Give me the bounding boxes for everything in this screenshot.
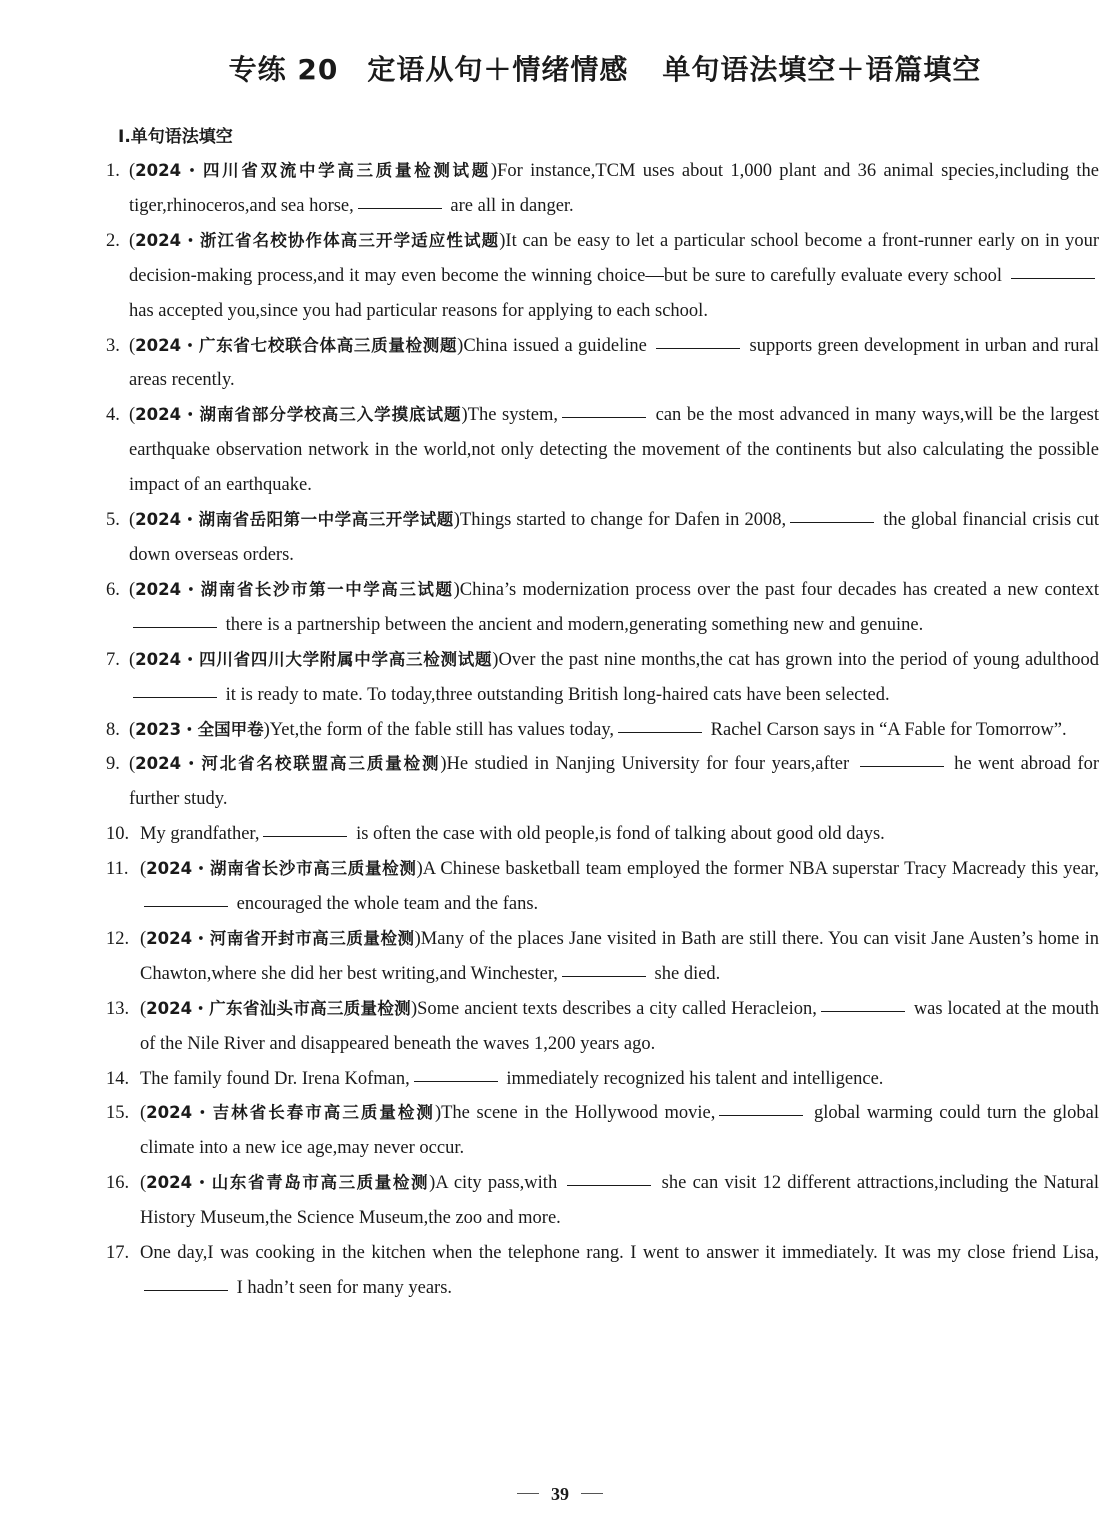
question-text-after: are all in danger. <box>445 195 574 216</box>
question-source: 2024・山东省青岛市高三质量检测 <box>146 1173 430 1193</box>
section-heading: Ⅰ.单句语法填空 <box>118 127 233 147</box>
question-text <box>129 747 1099 817</box>
question-text-after: can be the most advanced in many ways,will be the largest earthquake observation network in the world,not only detecting the movement of the continents but also calculating the possible impact of an earthquake. <box>129 405 1100 496</box>
question-item <box>106 503 1099 573</box>
page-number: 39 <box>551 1484 569 1504</box>
source-open-paren: ( <box>129 754 136 775</box>
question-text-after: global warming could turn the global climate into a new ice age,may never occur. <box>140 1103 1099 1159</box>
question-text <box>129 573 1099 643</box>
page-title-part2: 单句语法填空＋语篇填空 <box>662 53 982 86</box>
question-text-after: supports green development in urban and rural areas recently. <box>129 335 1099 391</box>
question-list <box>106 154 1099 1306</box>
question-text-after: it is ready to mate. To today,three outstanding British long-haired cats have been selected. <box>221 684 890 705</box>
question-source: 2024・广东省汕头市高三质量检测 <box>146 998 411 1018</box>
question-item <box>106 329 1099 399</box>
question-number: 3. <box>106 335 120 356</box>
question-text-before: )Over the past nine months,the cat has grown into the period of young adulthood <box>492 649 1099 670</box>
answer-blank[interactable] <box>133 696 217 698</box>
question-source: 2024・浙江省名校协作体高三开学适应性试题 <box>135 230 500 250</box>
question-number: 9. <box>106 754 120 775</box>
page-footer <box>0 1484 1120 1505</box>
question-text-after: Rachel Carson says in “A Fable for Tomorrow”. <box>706 719 1067 740</box>
question-text <box>140 1062 1099 1097</box>
question-text <box>140 1166 1099 1236</box>
question-text-before: One day,I was cooking in the kitchen when the telephone rang. I went to answer it immediately. It was my close friend Lisa, <box>140 1243 1099 1264</box>
question-text-before: )A Chinese basketball team employed the former NBA superstar Tracy Macready this year, <box>416 859 1099 880</box>
source-open-paren: ( <box>140 1103 147 1124</box>
source-open-paren: ( <box>129 230 136 251</box>
question-number: 14. <box>106 1068 130 1089</box>
question-text-before: )China issued a guideline <box>457 335 653 356</box>
answer-blank[interactable] <box>358 207 442 209</box>
question-text-before: )Many of the places Jane visited in Bath are still there. You can visit Jane Austen’s home in Chawton,where she did her best writing,and Winchester, <box>140 928 1099 984</box>
question-text-before: )Things started to change for Dafen in 2008, <box>453 510 787 531</box>
question-text-before: )A city pass,with <box>429 1173 564 1194</box>
answer-blank[interactable] <box>133 626 217 628</box>
question-text-after: encouraged the whole team and the fans. <box>232 894 539 915</box>
source-open-paren: ( <box>129 161 136 181</box>
answer-blank[interactable] <box>144 1289 228 1291</box>
question-item <box>106 224 1099 329</box>
answer-blank[interactable] <box>414 1080 498 1082</box>
source-open-paren: ( <box>140 998 147 1019</box>
question-text-after: she died. <box>649 963 721 984</box>
question-source: 2024・湖南省岳阳第一中学高三开学试题 <box>135 510 454 530</box>
question-text <box>129 329 1099 399</box>
question-number: 13. <box>106 998 130 1019</box>
answer-blank[interactable] <box>1011 277 1095 279</box>
answer-blank[interactable] <box>860 765 944 767</box>
answer-blank[interactable] <box>263 835 347 837</box>
question-item <box>106 154 1099 224</box>
question-text-after: immediately recognized his talent and intelligence. <box>501 1068 884 1089</box>
question-number: 12. <box>106 928 130 949</box>
question-text <box>140 817 1099 852</box>
question-text-after: the global financial crisis cut down overseas orders. <box>129 510 1099 565</box>
question-item <box>106 713 1099 748</box>
question-text-before: My grandfather, <box>140 824 260 845</box>
question-text <box>140 992 1099 1062</box>
source-open-paren: ( <box>129 719 136 740</box>
question-source: 2024・湖南省长沙市高三质量检测 <box>146 859 417 879</box>
question-number: 2. <box>106 230 120 251</box>
question-number: 17. <box>106 1243 130 1264</box>
question-text-after: he went abroad for further study. <box>129 754 1100 810</box>
page-title-part1: 专练 20 定语从句＋情绪情感 <box>228 53 629 86</box>
source-open-paren: ( <box>140 928 147 949</box>
question-text-before: )China’s modernization process over the past four decades has created a new context <box>453 579 1099 600</box>
page-title <box>0 48 1120 88</box>
question-item <box>106 1096 1099 1166</box>
footer-dash-left <box>517 1493 539 1494</box>
question-text <box>140 852 1099 922</box>
question-number: 4. <box>106 405 120 426</box>
question-item <box>106 747 1099 817</box>
question-item <box>106 1236 1099 1306</box>
question-item <box>106 992 1099 1062</box>
question-item <box>106 852 1099 922</box>
question-text-before: )The system, <box>461 405 559 426</box>
question-text <box>129 713 1099 748</box>
question-text <box>129 643 1099 713</box>
question-text <box>129 224 1099 329</box>
source-open-paren: ( <box>129 335 136 356</box>
question-number: 11. <box>106 859 129 880</box>
question-text <box>129 398 1099 503</box>
question-text-before: )It can be easy to let a particular school become a front-runner early on in your decision-making process,and it may even become the winning choice—but be sure to carefully evaluate every school <box>129 230 1099 286</box>
question-source: 2024・四川省四川大学附属中学高三检测试题 <box>135 649 493 669</box>
question-source: 2024・湖南省长沙市第一中学高三试题 <box>135 579 454 599</box>
question-item <box>106 573 1099 643</box>
question-text-before: The family found Dr. Irena Kofman, <box>140 1068 410 1089</box>
footer-dash-right <box>581 1493 603 1494</box>
answer-blank[interactable] <box>790 521 874 523</box>
question-number: 16. <box>106 1173 130 1194</box>
question-text-before: )Some ancient texts describes a city called Heracleion, <box>410 998 817 1019</box>
question-source: 2024・四川省双流中学高三质量检测试题 <box>135 161 491 180</box>
question-source: 2024・河南省开封市高三质量检测 <box>146 928 415 948</box>
question-item <box>106 398 1099 503</box>
source-open-paren: ( <box>140 1173 147 1194</box>
question-text-after: has accepted you,since you had particular reasons for applying to each school. <box>129 300 708 321</box>
question-text <box>140 1096 1099 1166</box>
answer-blank[interactable] <box>144 905 228 907</box>
question-item <box>106 817 1099 852</box>
question-source: 2024・湖南省部分学校高三入学摸底试题 <box>135 405 462 425</box>
question-text <box>140 1236 1099 1306</box>
source-open-paren: ( <box>140 859 147 880</box>
question-source: 2024・吉林省长春市高三质量检测 <box>146 1103 435 1123</box>
source-open-paren: ( <box>129 510 136 531</box>
answer-blank[interactable] <box>656 347 740 349</box>
question-text <box>129 503 1099 573</box>
question-number: 6. <box>106 579 120 600</box>
question-item <box>106 1166 1099 1236</box>
question-number: 5. <box>106 510 120 531</box>
question-source: 2023・全国甲卷 <box>135 719 264 739</box>
question-number: 7. <box>106 649 120 670</box>
question-text-after: I hadn’t seen for many years. <box>232 1278 453 1298</box>
answer-blank[interactable] <box>618 731 702 733</box>
answer-blank[interactable] <box>567 1184 651 1186</box>
question-number: 1. <box>106 161 120 181</box>
answer-blank[interactable] <box>719 1114 803 1116</box>
question-number: 8. <box>106 719 120 740</box>
question-text-after: there is a partnership between the ancient and modern,generating something new and genuine. <box>221 614 924 635</box>
question-source: 2024・广东省七校联合体高三质量检测题 <box>135 335 458 355</box>
source-open-paren: ( <box>129 649 136 670</box>
question-text-after: was located at the mouth of the Nile River and disappeared beneath the waves 1,200 years ago. <box>140 998 1099 1054</box>
question-item <box>106 1062 1099 1097</box>
question-text <box>140 922 1099 992</box>
answer-blank[interactable] <box>562 975 646 977</box>
question-text-after: she can visit 12 different attractions,including the Natural History Museum,the Science Museum,the zoo and more. <box>140 1173 1099 1229</box>
question-item <box>106 643 1099 713</box>
source-open-paren: ( <box>129 405 136 426</box>
question-text-before: )The scene in the Hollywood movie, <box>434 1103 716 1124</box>
question-text-after: is often the case with old people,is fond of talking about good old days. <box>351 824 885 845</box>
question-item <box>106 922 1099 992</box>
question-text-before: )He studied in Nanjing University for four years,after <box>440 754 856 775</box>
question-number: 10. <box>106 824 130 845</box>
question-text-before: )Yet,the form of the fable still has values today, <box>263 719 615 740</box>
answer-blank[interactable] <box>821 1010 905 1012</box>
question-source: 2024・河北省名校联盟高三质量检测 <box>135 754 441 774</box>
question-text-before: )For instance,TCM uses about 1,000 plant and 36 animal species,including the tiger,rhinoceros,and sea horse, <box>129 161 1099 216</box>
source-open-paren: ( <box>129 579 136 600</box>
question-text <box>129 154 1099 224</box>
question-number: 15. <box>106 1103 130 1124</box>
answer-blank[interactable] <box>562 416 646 418</box>
